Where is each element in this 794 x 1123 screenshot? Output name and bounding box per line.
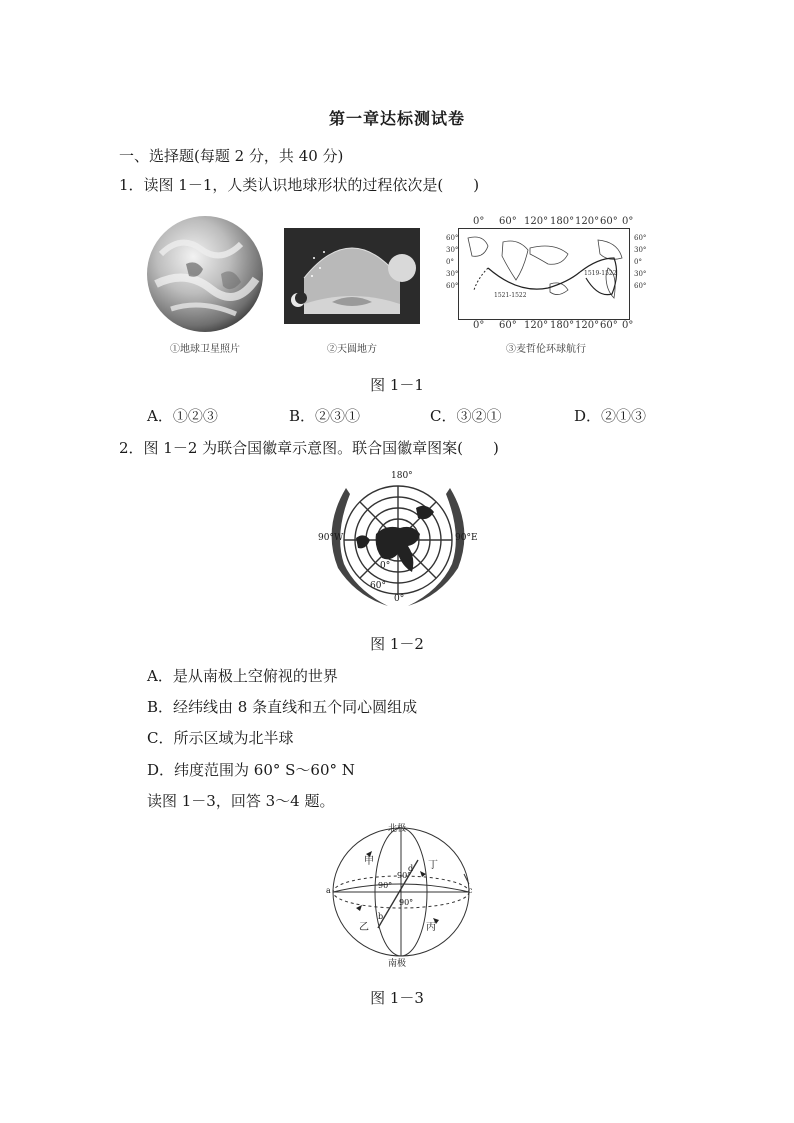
emblem-label-right: 90°E [455,533,478,543]
image-3-caption: ③麦哲伦环球航行 [506,344,586,355]
globe-angle-2: 90° [378,881,393,890]
image-1-caption: ①地球卫星照片 [170,344,240,355]
q1-option-c: C．③②① [430,407,502,425]
emblem-label-lower: 60° [370,581,386,591]
satellite-earth-image [141,214,269,334]
figure-1-2-caption: 图 1－2 [370,635,424,653]
globe-angle-1: 90° [397,871,412,880]
globe-label-south: 南极 [388,959,407,969]
emblem-label-top: 180° [391,471,413,481]
q1-option-a: A．①②③ [147,407,218,425]
heaven-round-earth-square-image [284,228,420,324]
question-2-stem: 2．图 1－2 为联合国徽章示意图。联合国徽章图案( ) [119,439,499,457]
emblem-label-bottom: 0° [394,594,405,604]
globe-label-bing: 丙 [426,922,436,933]
q2-option-d: D．纬度范围为 60° S～60° N [147,761,355,779]
emblem-label-center: 0° [380,561,391,571]
image-2-caption: ②天圆地方 [327,344,377,355]
q1-option-b: B．②③① [289,407,361,425]
map-left-labels: 60° 30° 0° 30° 60° [446,234,459,290]
globe-label-yi: 乙 [359,922,369,933]
q2-option-a: A．是从南极上空俯视的世界 [147,667,338,685]
question-1-stem: 1．读图 1－1，人类认识地球形状的过程依次是( ) [119,176,480,194]
map-right-labels: 60° 30° 0° 30° 60° [634,234,647,290]
exam-page: 第一章达标测试卷 一、选择题(每题 2 分，共 40 分) 1．读图 1－1，人类认识地球形状的过程依次是( ) ①地球卫星照片 ②天圆地方 0° 60° 120° 180° 120° 60° 0° 60° 30° 0° 30° 60° 60° 30° 0° 30° 60° 1521-1522 1519-1522 0° 60° 120° 180° 120° 60° 0° ③麦哲伦环球航行 图 1－1 A．①②③ B．②③① C．③②① D．②①③ 2．图 1－2 为联合国徽章示意图。联合国徽章图案( ) 180° 90°W 90°E 0° 60° 0° 图 1－2 A．是从南极上空俯视的世界 B．经纬线由 8 条直线和五个同心圆组成 C．所示区域为北半球 D．纬度范围为 60° S～60° N 读图 1－3，回答 3～4 题。 北极 南极 甲 丁 乙 丙 a c d b 90° 90° 90° 图 1－3 [0,0,794,1123]
q3-intro: 读图 1－3，回答 3～4 题。 [147,792,335,810]
page-title: 第一章达标测试卷 [328,109,465,128]
globe-label-c: c [468,886,473,895]
globe-label-jia: 甲 [364,856,374,867]
globe-label-a: a [326,886,331,895]
q2-option-b: B．经纬线由 8 条直线和五个同心圆组成 [147,698,418,716]
globe-label-ding: 丁 [428,860,438,871]
globe-label-d: d [408,864,414,873]
q2-option-c: C．所示区域为北半球 [147,729,294,747]
globe-label-north: 北极 [388,824,407,834]
globe-label-b: b [378,912,384,921]
route-label-2: 1519-1522 [584,270,617,277]
figure-1-3-caption: 图 1－3 [370,989,424,1007]
q1-option-d: D．②①③ [574,407,647,425]
figure-1-1-caption: 图 1－1 [370,376,424,394]
emblem-label-left: 90°W [318,533,344,543]
route-label-1: 1521-1522 [494,292,527,299]
section-heading: 一、选择题(每题 2 分，共 40 分) [119,147,344,165]
globe-angle-3: 90° [399,898,414,907]
globe-figure [326,824,476,962]
